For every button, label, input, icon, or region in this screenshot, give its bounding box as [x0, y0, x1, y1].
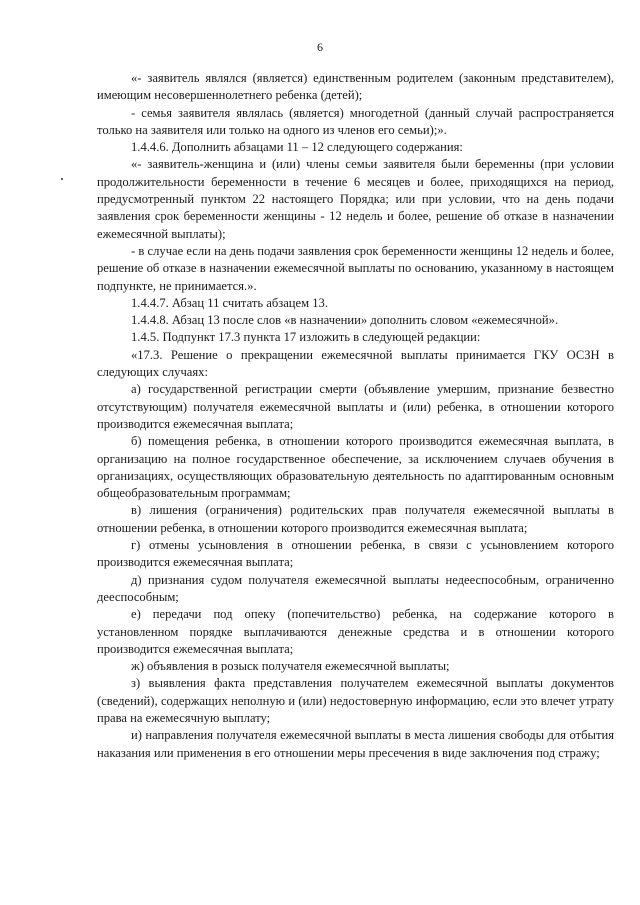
page-number: 6	[317, 40, 323, 54]
paragraph: в) лишения (ограничения) родительских прав получателя ежемесячной выплаты в отношении ребенка, в отношении которого производится ежемесячная выплата;	[97, 503, 614, 535]
paragraph: б) помещения ребенка, в отношении которого производится ежемесячная выплата, в организацию на полное государственное обеспечение, за исключением случаев обучения в организациях, осуществляющих образовательную деятельность по адаптированным основным общеобразовательным программам;	[97, 434, 614, 501]
paragraph: д) признания судом получателя ежемесячной выплаты недееспособным, ограниченно дееспособным;	[97, 572, 614, 604]
paragraph: з) выявления факта представления получателем ежемесячной выплаты документов (сведений), содержащих неполную и (или) недостоверную информацию, если это влечет утрату права на ежемесячную выплату;	[97, 676, 614, 725]
paragraph: - семья заявителя являлась (является) многодетной (данный случай распространяется только на заявителя или только на одного из членов его семьи);».	[97, 105, 614, 137]
paragraph: е) передачи под опеку (попечительство) ребенка, на содержание которого в установленном порядке выплачиваются денежные средства и в отношении которого производится ежемесячная выплата;	[97, 607, 614, 656]
paragraph: ж) объявления в розыск получателя ежемесячной выплаты;	[131, 659, 450, 674]
paragraph: 1.4.4.8. Абзац 13 после слов «в назначении» дополнить словом «ежемесячной».	[131, 313, 559, 328]
paragraph: «- заявитель-женщина и (или) члены семьи заявителя были беременны (при условии продолжительности беременности в течение 6 месяцев и более, приходящихся на период, предусмотренный пунктом 22 настоящего Порядка; или при условии, что на день подачи заявления срок беременности женщины - 12 недель и более, решение об отказе в назначении ежемесячной выплаты);	[97, 157, 614, 241]
paragraph: «- заявитель являлся (является) единственным родителем (законным представителем), имеющим несовершеннолетнего ребенка (детей);	[97, 71, 614, 103]
paragraph: а) государственной регистрации смерти (объявление умершим, признание безвестно отсутствующим) получателя ежемесячной выплаты и (или) ребенка, в отношении которого производится ежемесячная выплата;	[97, 382, 614, 431]
paragraph: - в случае если на день подачи заявления срок беременности женщины 12 недель и более, решение об отказе в назначении ежемесячной выплаты по основанию, указанному в настоящем подпункте, не принимается.».	[97, 243, 614, 293]
paragraph: г) отмены усыновления в отношении ребенка, в связи с усыновлением которого производится ежемесячная выплата;	[97, 538, 614, 570]
document-body	[97, 70, 614, 762]
paragraph: 1.4.4.6. Дополнить абзацами 11 – 12 следующего содержания:	[131, 140, 463, 155]
paragraph: 1.4.5. Подпункт 17.3 пункта 17 изложить в следующей редакции:	[131, 330, 481, 345]
paragraph: 1.4.4.7. Абзац 11 считать абзацем 13.	[131, 295, 328, 310]
scan-speck	[61, 178, 63, 180]
paragraph: «17.3. Решение о прекращении ежемесячной выплаты принимается ГКУ ОСЗН в следующих случаях:	[97, 347, 614, 380]
paragraph: и) направления получателя ежемесячной выплаты в места лишения свободы для отбытия наказания или применения в его отношении меры пресечения в виде заключения под стражу;	[97, 728, 614, 760]
